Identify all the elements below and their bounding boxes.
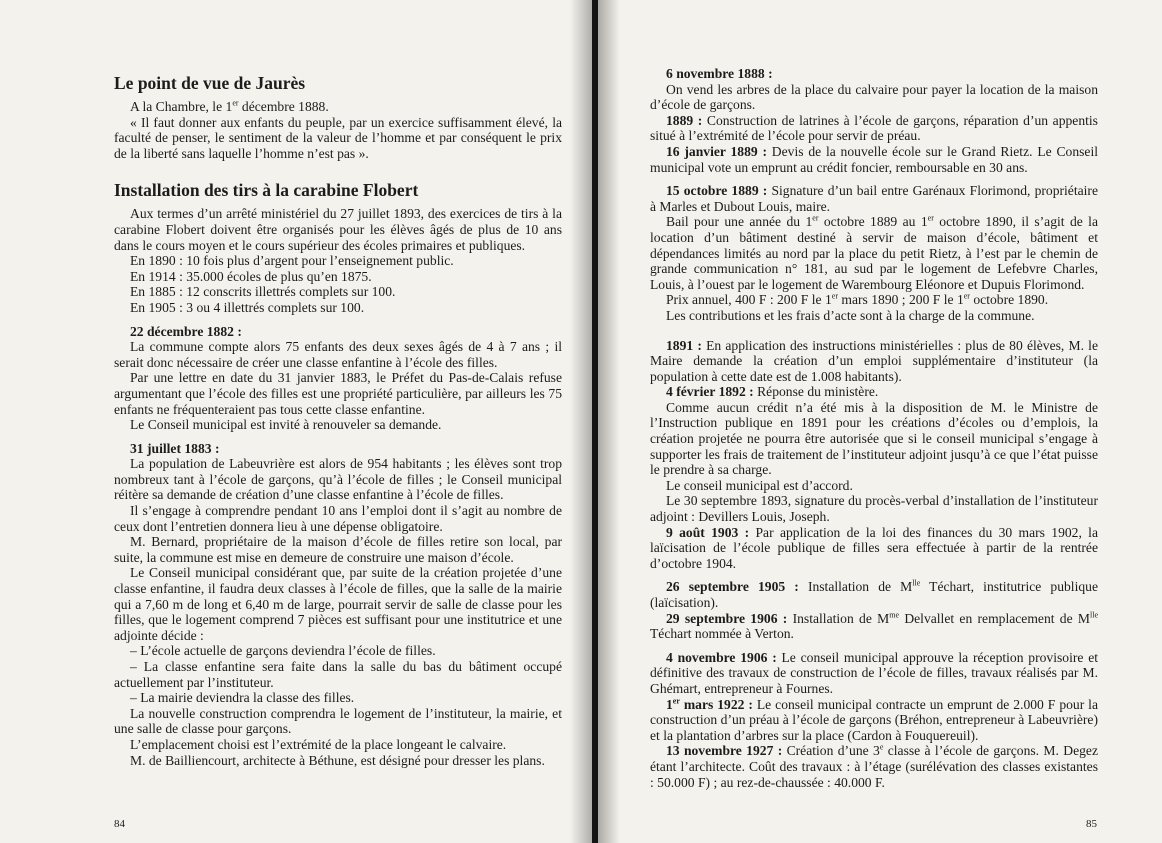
date-heading: 31 juillet 1883 : bbox=[130, 440, 220, 456]
heading-jaures: Le point de vue de Jaurès bbox=[114, 73, 306, 93]
paragraph: Aux termes d’un arrêté ministériel du 27 juillet 1893, des exercices de tirs à la carabine Flobert doivent être organisés pour les élèves âgés de plus de 10 ans dans le cours moyen et le cours supérieur des écoles primaires et publiques. bbox=[114, 206, 562, 253]
paragraph: La population de Labeuvrière est alors de 954 habitants ; les élèves sont trop nombreux tant à l’école de garçons, qu’à l’école de filles ; le Conseil municipal réitère sa demande de création d’une classe enfantine à l’école de filles. bbox=[114, 456, 562, 503]
entry: 26 septembre 1905 : Installation de $M^{lle}$ Téchart, institutrice publique (laïcisation). bbox=[650, 578, 1098, 610]
quote-paragraph: « Il faut donner aux enfants du peuple, par un exercice suffisamment élevé, la faculté de penser, le sentiment de la valeur de l’homme et par conséquent le prix de la liberté sans laquelle l’homme n’est pas ». bbox=[114, 114, 562, 161]
entry: 4 février 1892 : Réponse du ministère. bbox=[666, 384, 879, 400]
stat-line: En 1890 : 10 fois plus d’argent pour l’enseignement public. bbox=[130, 253, 454, 269]
paragraph: Le Conseil municipal est invité à renouveler sa demande. bbox=[130, 417, 442, 433]
entry: 4 novembre 1906 : Le conseil municipal approuve la réception provisoire et définitive des travaux de construction de l’école de filles, travaux réalisés par M. Ghémart, entrepreneur à Fournes. bbox=[650, 649, 1099, 696]
right-page bbox=[598, 0, 1162, 843]
entry: 16 janvier 1889 : Devis de la nouvelle école sur le Grand Rietz. Le Conseil municipal vote un emprunt au crédit foncier, remboursable en 30 ans. bbox=[650, 143, 1098, 175]
paragraph: Les contributions et les frais d’acte sont à la charge de la commune. bbox=[666, 307, 1035, 323]
page-number: 85 bbox=[1086, 818, 1097, 830]
right-text-column bbox=[650, 66, 1098, 790]
paragraph: Le conseil municipal est d’accord. bbox=[666, 477, 853, 493]
stat-line: En 1885 : 12 conscrits illettrés complets sur 100. bbox=[130, 284, 396, 300]
paragraph: M. de Bailliencourt, architecte à Béthune, est désigné pour dresser les plans. bbox=[130, 752, 545, 768]
stat-line: En 1905 : 3 ou 4 illettrés complets sur 100. bbox=[130, 299, 365, 315]
paragraph: A la Chambre, le 1er décembre 1888. bbox=[130, 98, 329, 114]
entry: 1891 : En application des instructions ministérielles : plus de 80 élèves, M. le Maire demande la création d’un emploi supplémentaire d’instituteur (la population à cette date est de 1.008 habitants). bbox=[650, 337, 1098, 384]
page-number: 84 bbox=[114, 818, 125, 830]
list-item: – L’école actuelle de garçons deviendra l’école de filles. bbox=[130, 643, 436, 659]
entry: 1889 : Construction de latrines à l’école de garçons, réparation d’un appentis situé à l’extrémité de l’école pour servir de préau. bbox=[650, 112, 1098, 144]
paragraph: Le 30 septembre 1893, signature du procès-verbal d’installation de l’instituteur adjoint : Devillers Louis, Joseph. bbox=[650, 493, 1098, 525]
paragraph: L’emplacement choisi est l’extrémité de la place longeant le calvaire. bbox=[130, 736, 507, 752]
left-text-column bbox=[114, 68, 562, 768]
stat-line: En 1914 : 35.000 écoles de plus qu’en 1875. bbox=[130, 268, 372, 284]
paragraph: Comme aucun crédit n’a été mis à la disposition de M. le Ministre de l’Instruction publique en 1891 pour les créations d’écoles ou d’emplois, la création projetée ne pourra être autorisée que si le conseil municipal s’engage à supporter les frais de traitement de l’instituteur adjoint jusqu’à ce que l’état puisse le prendre à sa charge. bbox=[650, 399, 1098, 478]
paragraph: Le Conseil municipal considérant que, par suite de la création projetée d’une classe enfantine, il faudra deux classes à l’école de filles, que la salle de la mairie qui a 7,60 m de long et 6,40 m de large, pourrait servir de salle de classe pour les filles, que le logement comprend 7 pièces est suffisant pour une institutrice et une adjointe décide : bbox=[114, 565, 562, 643]
paragraph: Prix annuel, 400 F : 200 F le 1er mars 1890 ; 200 F le 1er octobre 1890. bbox=[666, 291, 1049, 308]
paragraph: Par une lettre en date du 31 janvier 1883, le Préfet du Pas-de-Calais refuse argumentant que l’école des filles est une propriété particulière, par ailleurs les 75 enfants ne fréquenteraient pas tous cette classe enfantine. bbox=[114, 370, 562, 417]
paragraph: M. Bernard, propriétaire de la maison d’école de filles retire son local, par suite, la commune est mise en demeure de construire une maison d’école. bbox=[114, 534, 562, 565]
entry: 15 octobre 1889 : Signature d’un bail entre Garénaux Florimond, propriétaire à Marles et Dubout Louis, maire. bbox=[650, 183, 1098, 214]
date-heading: 6 novembre 1888 : bbox=[666, 66, 773, 81]
paragraph: La nouvelle construction comprendra le logement de l’instituteur, la mairie, et une salle de classe pour garçons. bbox=[114, 705, 562, 737]
paragraph: Bail pour une année du 1er octobre 1889 au 1er octobre 1890, il s’agit de la location d’un bâtiment destiné à servir de maison d’école, bâtiment et dépendances limités au nord par la place du petit Rietz, à l’est par le chemin de grande communication n° 181, au sud par le logement de Lefebvre Charles, Louis, à l’ouest par le logement de Warembourg Eléonore et Dupuis Florimond. bbox=[650, 213, 1098, 292]
list-item: – La mairie deviendra la classe des filles. bbox=[130, 690, 355, 706]
paragraph: On vend les arbres de la place du calvaire pour payer la location de la maison d’école de garçons. bbox=[650, 81, 1098, 113]
entry: 1er mars 1922 : Le conseil municipal contracte un emprunt de 2.000 F pour la construction d’un préau à l’école de garçons (Bréhon, entrepreneur à Labeuvrière) et la plantation d’arbres sur la place (Cardon à Fouquereuil). bbox=[650, 696, 1098, 743]
entry: 9 août 1903 : Par application de la loi des finances du 30 mars 1902, la laïcisation de l’école publique de filles sera effectuée à partir de la rentrée d’octobre 1904. bbox=[650, 524, 1098, 571]
date-heading: 22 décembre 1882 : bbox=[130, 323, 242, 339]
paragraph: Il s’engage à comprendre pendant 10 ans l’emploi dont il s’agit au nombre de ceux dont l’entretien donnera lieu à une dépense obligatoire. bbox=[114, 503, 562, 534]
list-item: – La classe enfantine sera faite dans la salle du bas du bâtiment occupé actuellement par l’instituteur. bbox=[114, 659, 562, 690]
entry: 29 septembre 1906 : Installation de $M^{me}$ Delvallet en remplacement de $M^{lle}$ Téchart nommée à Verton. bbox=[650, 610, 1098, 642]
entry: 13 novembre 1927 : Création d’une 3e classe à l’école de garçons. M. Degez étant l’architecte. Coût des travaux : à l’étage (surélévation des classes existantes : 50.000 F) ; au rez-de-chaussée : 40.000 F. bbox=[650, 742, 1098, 790]
heading-flobert: Installation des tirs à la carabine Flobert bbox=[114, 180, 419, 201]
paragraph: La commune compte alors 75 enfants des deux sexes âgés de 4 à 7 ans ; il serait donc nécessaire de créer une classe enfantine à l’école des filles. bbox=[114, 339, 562, 370]
